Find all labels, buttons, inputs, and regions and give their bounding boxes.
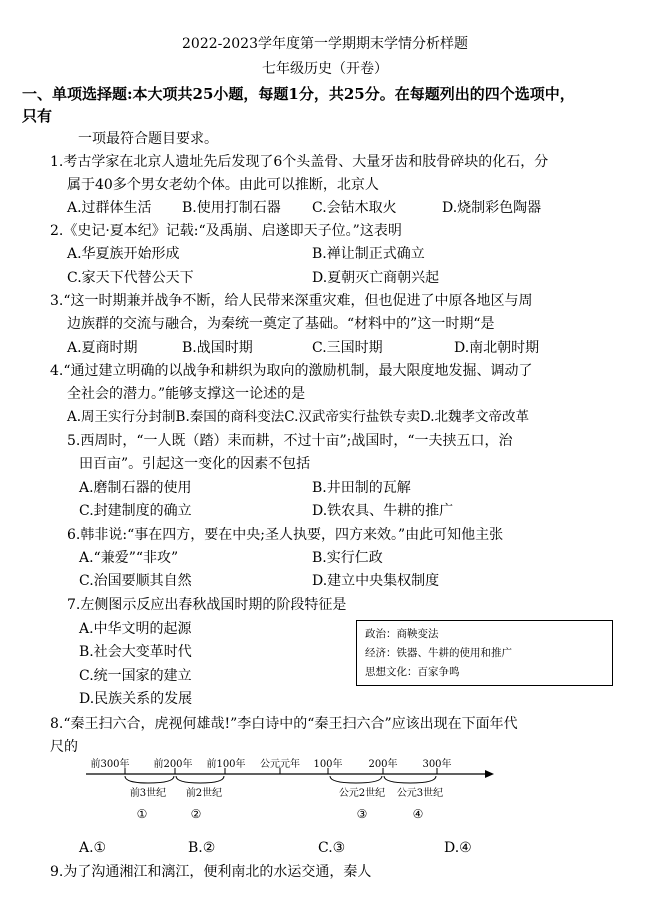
q7-box-economy: 经济：铁器、牛耕的使用和推广 [365, 647, 512, 659]
span-bracket-3 [330, 776, 382, 783]
q7-option-a: A.中华文明的起源 [79, 621, 192, 637]
q9-stem-line1: 9.为了沟通湘江和漓江，便利南北的水运交通，秦人 [50, 864, 372, 880]
q6-option-c: C.治国要顺其自然 [79, 573, 192, 589]
q4-stem-line2: 全社会的潜力。”能够支撑这一论述的是 [67, 386, 306, 402]
q1-option-b: B.使用打制石器 [182, 200, 281, 216]
marker-4: ④ [412, 807, 424, 821]
q8-option-a: A.① [79, 840, 107, 856]
tick-label-year0: 公元元年 [260, 759, 300, 770]
q1-option-d: D.烧制彩色陶器 [442, 200, 542, 216]
q1-option-a: A.过群体生活 [67, 200, 152, 216]
q7-stem-line1: 7.左侧图示反应出春秋战国时期的阶段特征是 [67, 597, 347, 613]
q3-option-c: C.三国时期 [312, 340, 383, 356]
q4-stem-line1: 4.“通过建立明确的以战争和耕织为取向的激励机制，最大限度地发掘、调动了 [50, 363, 533, 379]
span-label-1: 前3世纪 [129, 788, 167, 799]
q7-box-politics: 政治：商鞅变法 [365, 628, 439, 640]
q8-timeline [80, 758, 500, 826]
q3-stem-line2: 边族群的交流与融合，为秦统一奠定了基础。“材料中的”这一时期“是 [67, 316, 495, 332]
q7-option-b: B.社会大变革时代 [79, 644, 192, 660]
tick-label-b200: 前200年 [153, 759, 193, 770]
span-label-3: 公元2世纪 [338, 788, 386, 799]
tick-label-100: 100年 [313, 759, 343, 770]
timeline-arrow [485, 770, 494, 778]
q8-option-c: C.③ [318, 840, 346, 856]
q2-option-a: A.华夏族开始形成 [67, 246, 180, 262]
q6-option-d: D.建立中央集权制度 [312, 573, 440, 589]
marker-2: ② [190, 807, 202, 821]
q1-option-c: C.会钻木取火 [312, 200, 397, 216]
tick-label-b100: 前100年 [206, 759, 246, 770]
section-heading-line1: 一、单项选择题:本大项共25小题，每题1分，共25分。在每题列出的四个选项中， [22, 85, 575, 103]
q6-option-b: B.实行仁政 [312, 550, 383, 566]
span-bracket-4 [384, 776, 436, 783]
q3-option-d: D.南北朝时期 [454, 340, 540, 356]
q5-option-b: B.井田制的瓦解 [312, 480, 411, 496]
q1-stem-line1: 1.考古学家在北京人遗址先后发现了6个头盖骨、大量牙齿和肢骨碎块的化石，分 [50, 154, 549, 170]
section-heading-line3: 一项最符合题目要求。 [78, 131, 218, 147]
q5-option-a: A.磨制石器的使用 [79, 480, 192, 496]
page-subtitle: 七年级历史（开卷） [262, 61, 388, 77]
q2-option-b: B.禅让制正式确立 [312, 246, 425, 262]
q3-option-a: A.夏商时期 [67, 340, 138, 356]
q3-stem-line1: 3.“这一时期兼并战争不断，给人民带来深重灾难，但也促进了中原各地区与周 [50, 293, 533, 309]
q5-stem-line1: 5.西周时，“一人既（踏）耒而耕，不过十亩”;战国时，“一夫挟五口，治 [67, 433, 513, 449]
q2-option-d: D.夏朝灭亡商朝兴起 [312, 270, 440, 286]
q5-stem-line2: 田百亩”。引起这一变化的因素不包括 [79, 456, 311, 472]
q8-stem-line1: 8.“秦王扫六合，虎视何雄哉!”李白诗中的“秦王扫六合”应该出现在下面年代 [50, 716, 518, 732]
section-heading-line2: 只有 [22, 107, 53, 125]
tick-label-200: 200年 [368, 759, 398, 770]
q8-option-d: D.④ [444, 840, 472, 856]
tick-label-300: 300年 [422, 759, 452, 770]
page-title: 2022-2023学年度第一学期期末学情分析样题 [182, 36, 468, 52]
q7-info-box [356, 620, 613, 686]
span-label-2: 前2世纪 [185, 788, 223, 799]
q2-stem-line1: 2.《史记·夏本纪》记载:“及禹崩、启遂即天子位。”这表明 [50, 223, 402, 239]
q4-options: A.周王实行分封制B.秦国的商科变法C.汉武帝实行盐铁专卖D.北魏孝文帝改革 [67, 409, 530, 425]
q2-option-c: C.家天下代替公天下 [67, 270, 194, 286]
span-bracket-1 [125, 776, 174, 783]
q8-option-b: B.② [188, 840, 216, 856]
q8-stem-line2: 尺的 [50, 739, 78, 755]
tick-label-b300: 前300年 [90, 759, 130, 770]
q5-option-c: C.封建制度的确立 [79, 503, 192, 519]
q1-stem-line2: 属于40多个男女老幼个体。由此可以推断，北京人 [67, 177, 379, 193]
q6-stem-line1: 6.韩非说:“事在四方，要在中央;圣人执要，四方来效。”由此可知他主张 [67, 527, 504, 543]
q6-option-a: A.“兼爱”“非攻” [79, 550, 179, 566]
q7-option-d: D.民族关系的发展 [79, 691, 193, 707]
q7-option-c: C.统一国家的建立 [79, 668, 192, 684]
q3-option-b: B.战国时期 [182, 340, 253, 356]
marker-1: ① [136, 807, 148, 821]
marker-3: ③ [356, 807, 368, 821]
q7-box-culture: 思想文化：百家争鸣 [365, 666, 460, 678]
span-bracket-2 [176, 776, 224, 783]
q5-option-d: D.铁农具、牛耕的推广 [312, 503, 454, 519]
span-label-4: 公元3世纪 [396, 788, 444, 799]
